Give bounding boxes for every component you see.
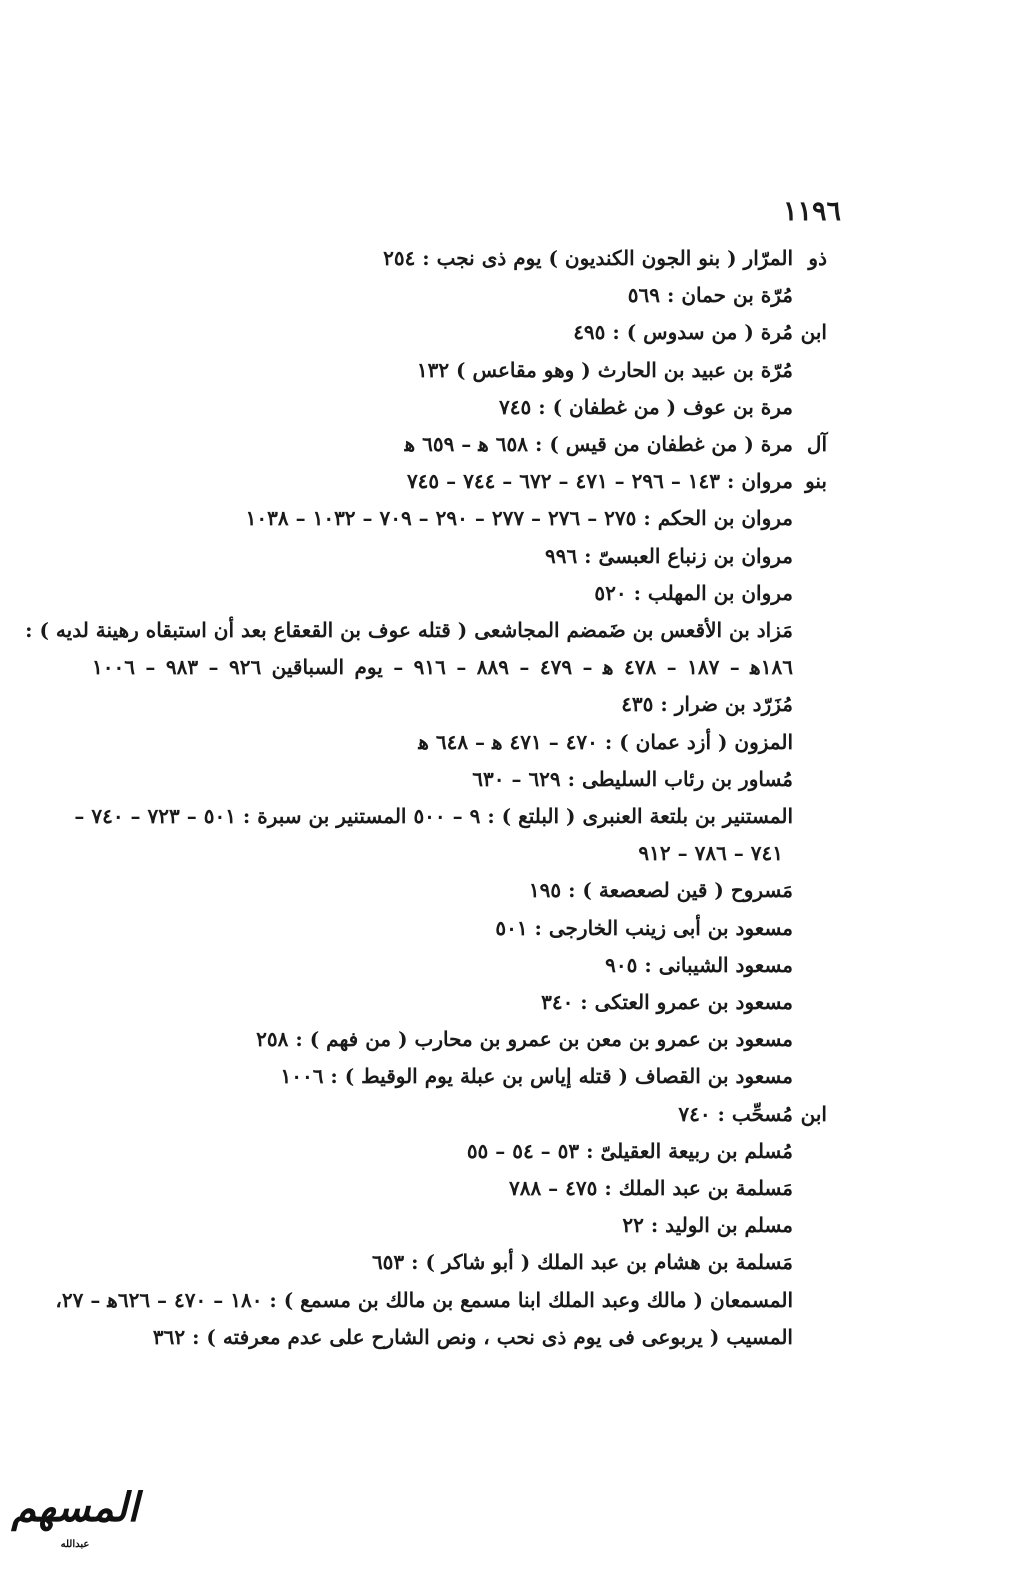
entry-text: المستنير بن بلتعة العنبرى ( البلتع ) : ٩ – ٥٠٠ المستنير بن سبرة : ٥٠١ – ٧٢٣ – ٧٤٠ – [74, 804, 793, 828]
index-entry [0, 352, 1013, 388]
index-entry [0, 1133, 1013, 1169]
index-entry [0, 686, 1013, 722]
entry-text: مَسلمة بن عبد الملك : ٤٧٥ – ٧٨٨ [508, 1176, 793, 1200]
entry-text: مروان بن الحكم : ٢٧٥ – ٢٧٦ – ٢٧٧ – ٢٩٠ – ٧٠٩ – ١٠٣٢ – ١٠٣٨ [245, 506, 793, 531]
entry-text: مُرّة بن حمان : ٥٦٩ [627, 283, 793, 308]
entry-text: مَسلمة بن هشام بن عبد الملك ( أبو شاكر ) : ٦٥٣ [371, 1250, 793, 1275]
entry-text: مسلم بن الوليد : ٢٢ [622, 1213, 793, 1238]
entry-text: مروان بن زنباع العبسىّ : ٩٩٦ [544, 543, 793, 568]
entry-text: مَسروح ( قين لصعصعة ) : ١٩٥ [528, 878, 793, 903]
index-entry [0, 426, 1013, 462]
index-entry [0, 984, 1013, 1020]
entry-text: ١٨٦ﻫ – ١٨٧ – ٤٧٨ ﻫ – ٤٧٩ – ٨٨٩ – ٩١٦ – يوم السباقين ٩٢٦ – ٩٨٣ – ١٠٠٦ [92, 655, 793, 680]
index-entry [0, 1282, 1013, 1318]
calligraphy-stamp [6, 1478, 144, 1570]
index-entry [0, 761, 1013, 797]
index-entry [0, 240, 1013, 276]
index-entry [0, 1096, 1013, 1132]
entry-text: ٧٤١ – ٧٨٦ – ٩١٢ [638, 841, 783, 866]
entry-prefix: بنو [805, 469, 827, 494]
entry-text: مُرّة بن عبيد بن الحارث ( وهو مقاعس ) ١٣٢ [416, 357, 793, 382]
entry-text: المرّار ( بنو الجون الكنديون ) يوم ذى نجب : ٢٥٤ [383, 246, 793, 270]
index-entry [0, 1170, 1013, 1206]
entry-prefix: ابن [800, 1101, 827, 1126]
index-entry [0, 314, 1013, 350]
index-entry [0, 1021, 1013, 1057]
index-entry [0, 463, 1013, 499]
entry-text: مُساور بن رئاب السليطى : ٦٢٩ – ٦٣٠ [472, 766, 793, 791]
entry-prefix: ابن [800, 320, 827, 345]
index-entry [0, 798, 1013, 834]
stamp-main-text: المسهم [11, 1484, 139, 1531]
index-entry [0, 277, 1013, 313]
index-entry [0, 724, 1013, 760]
index-entry [0, 649, 1013, 685]
entry-text: المسمعان ( مالك وعبد الملك ابنا مسمع بن مالك بن مسمع ) : ١٨٠ – ٤٧٠ – ٦٢٦ﻫ – ٢٧، [55, 1287, 793, 1312]
entry-text: المزون ( أزد عمان ) : ٤٧٠ – ٤٧١ ﻫ – ٦٤٨ ﻫ [418, 729, 793, 754]
entry-text: مسعود بن أبى زينب الخارجى : ٥٠١ [495, 915, 793, 940]
index-entry [0, 1244, 1013, 1280]
entry-text: مرة بن عوف ( من غطفان ) : ٧٤٥ [499, 394, 793, 419]
index-entry [0, 910, 1013, 946]
entry-text: مُسلم بن ربيعة العقيلىّ : ٥٣ – ٥٤ – ٥٥ [466, 1138, 793, 1163]
index-entry [0, 835, 1013, 871]
entry-text: مُرة ( من سدوس ) : ٤٩٥ [573, 320, 793, 345]
index-entry [0, 947, 1013, 983]
entry-text: المسيب ( يربوعى فى يوم ذى نحب ، ونص الشارح على عدم معرفته ) : ٣٦٢ [152, 1324, 793, 1349]
index-entry [0, 389, 1013, 425]
index-entry [0, 538, 1013, 574]
entry-text: مسعود بن القصاف ( قتله إياس بن عبلة يوم الوقيط ) : ١٠٠٦ [280, 1064, 793, 1089]
index-entry [0, 500, 1013, 536]
entry-prefix: آل [806, 432, 827, 456]
entry-text: مُزَرّد بن ضرار : ٤٣٥ [621, 692, 793, 717]
entry-text: مروان : ١٤٣ – ٢٩٦ – ٤٧١ – ٦٧٢ – ٧٤٤ – ٧٤٥ [406, 469, 793, 494]
stamp-sub-text: عبدالله [60, 1539, 90, 1550]
index-entry [0, 575, 1013, 611]
entry-text: مسعود الشيبانى : ٩٠٥ [605, 952, 793, 977]
index-entry [0, 1319, 1013, 1355]
entry-text: مسعود بن عمرو بن معن بن عمرو بن محارب ( من فهم ) : ٢٥٨ [256, 1027, 793, 1052]
index-entry [0, 612, 1013, 648]
entry-text: مروان بن المهلب : ٥٢٠ [594, 580, 793, 605]
entry-text: مَزاد بن الأقعس بن ضَمضم المجاشعى ( قتله عوف بن القعقاع بعد أن استبقاه رهينة لديه ) : [25, 618, 793, 642]
entry-text: مُسحِّب : ٧٤٠ [678, 1101, 793, 1126]
page-number: ١١٩٦ [782, 196, 841, 227]
entry-prefix: ذو [808, 246, 827, 270]
entry-text: مرة ( من غطفان من قيس ) : ٦٥٨ ﻫ – ٦٥٩ ﻫ [404, 432, 793, 456]
entry-text: مسعود بن عمرو العتكى : ٣٤٠ [541, 990, 793, 1014]
index-entry [0, 1207, 1013, 1243]
index-entry [0, 1058, 1013, 1094]
index-entry [0, 872, 1013, 908]
